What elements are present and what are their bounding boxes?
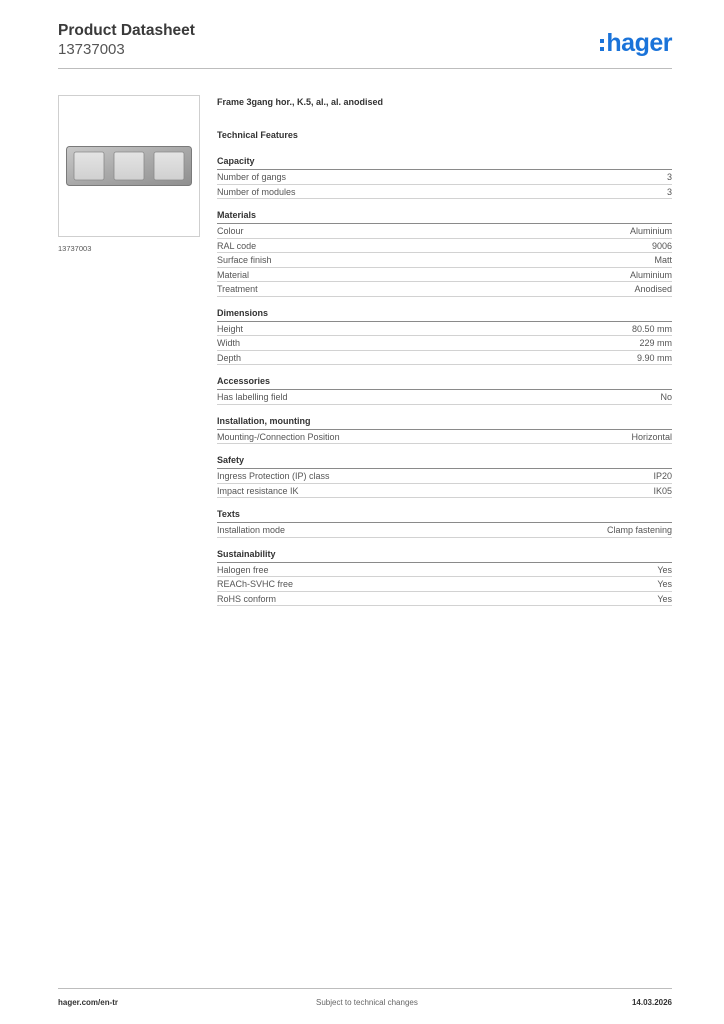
technical-features-heading: Technical Features	[217, 130, 298, 140]
feature-row	[217, 592, 672, 607]
feature-section	[217, 454, 672, 498]
feature-row	[217, 577, 672, 592]
feature-label: Halogen free	[217, 564, 269, 575]
feature-section	[217, 307, 672, 366]
feature-row	[217, 336, 672, 351]
image-caption: 13737003	[58, 244, 92, 253]
feature-value: Yes	[657, 593, 672, 604]
feature-row	[217, 282, 672, 297]
feature-section	[217, 155, 672, 199]
feature-label: Depth	[217, 352, 242, 363]
feature-value: IP20	[653, 471, 672, 481]
feature-value: 9.90 mm	[636, 352, 672, 363]
feature-label: Number of gangs	[217, 172, 287, 182]
feature-label: REACh-SVHC free	[217, 579, 294, 589]
feature-value: Matt	[654, 255, 672, 265]
feature-row	[217, 469, 672, 484]
feature-label: Material	[217, 269, 250, 280]
datasheet-content	[217, 96, 672, 616]
feature-row	[217, 170, 672, 185]
feature-row	[217, 523, 672, 538]
product-title: Frame 3gang hor., K.5, al., al. anodised	[217, 97, 384, 107]
logo-colon-icon	[600, 39, 604, 51]
feature-value: Anodised	[634, 284, 672, 294]
feature-row	[217, 239, 672, 254]
page-header	[58, 22, 672, 69]
document-number: 13737003	[58, 41, 125, 58]
feature-row	[217, 563, 672, 578]
feature-row	[217, 430, 672, 445]
feature-row	[217, 185, 672, 200]
feature-row	[217, 351, 672, 366]
feature-label: Colour	[217, 226, 244, 236]
section-heading: Accessories	[217, 375, 672, 390]
feature-value: IK05	[653, 485, 672, 496]
feature-section	[217, 209, 672, 297]
product-image	[58, 95, 200, 237]
feature-value: 3	[666, 186, 672, 197]
feature-label: Installation mode	[217, 525, 286, 535]
feature-label: Mounting-/Connection Position	[217, 431, 340, 442]
feature-label: Treatment	[217, 284, 258, 294]
footer-date: 14.03.2026	[631, 998, 672, 1007]
feature-label: Impact resistance IK	[217, 485, 299, 496]
logo-text: hager	[606, 29, 672, 57]
feature-sections	[217, 155, 672, 606]
footer-website[interactable]: hager.com/en-tr	[58, 998, 119, 1007]
feature-row	[217, 268, 672, 283]
feature-label: Ingress Protection (IP) class	[217, 471, 330, 481]
feature-label: Surface finish	[217, 255, 272, 265]
feature-label: Number of modules	[217, 186, 296, 197]
frame-3gang-icon	[66, 146, 192, 186]
section-heading: Installation, mounting	[217, 415, 672, 430]
feature-row	[217, 390, 672, 405]
feature-value: 9006	[651, 240, 672, 251]
feature-label: Has labelling field	[217, 392, 288, 402]
feature-value: Clamp fastening	[606, 525, 672, 535]
feature-value: Horizontal	[631, 431, 672, 442]
feature-value: 3	[666, 172, 672, 182]
feature-label: RAL code	[217, 240, 257, 251]
hager-logo	[600, 30, 672, 56]
section-heading: Texts	[217, 508, 672, 523]
feature-value: Yes	[657, 564, 672, 575]
feature-value: No	[660, 392, 672, 402]
document-title: Product Datasheet	[58, 22, 195, 39]
page-footer	[58, 988, 672, 1012]
feature-label: Width	[217, 338, 241, 348]
feature-value: Aluminium	[629, 269, 672, 280]
feature-row	[217, 224, 672, 239]
feature-value: 229 mm	[639, 338, 672, 348]
section-heading: Materials	[217, 209, 672, 224]
feature-value: Yes	[657, 579, 672, 589]
feature-section	[217, 508, 672, 538]
feature-row	[217, 322, 672, 337]
section-heading: Sustainability	[217, 548, 672, 563]
footer-disclaimer: Subject to technical changes	[316, 998, 418, 1007]
feature-section	[217, 375, 672, 405]
feature-value: Aluminium	[629, 226, 672, 236]
feature-label: Height	[217, 323, 244, 334]
section-heading: Dimensions	[217, 307, 672, 322]
section-heading: Safety	[217, 454, 672, 469]
section-heading: Capacity	[217, 155, 672, 170]
feature-label: RoHS conform	[217, 593, 277, 604]
feature-row	[217, 484, 672, 499]
feature-row	[217, 253, 672, 268]
feature-value: 80.50 mm	[631, 323, 672, 334]
feature-section	[217, 415, 672, 445]
feature-section	[217, 548, 672, 607]
